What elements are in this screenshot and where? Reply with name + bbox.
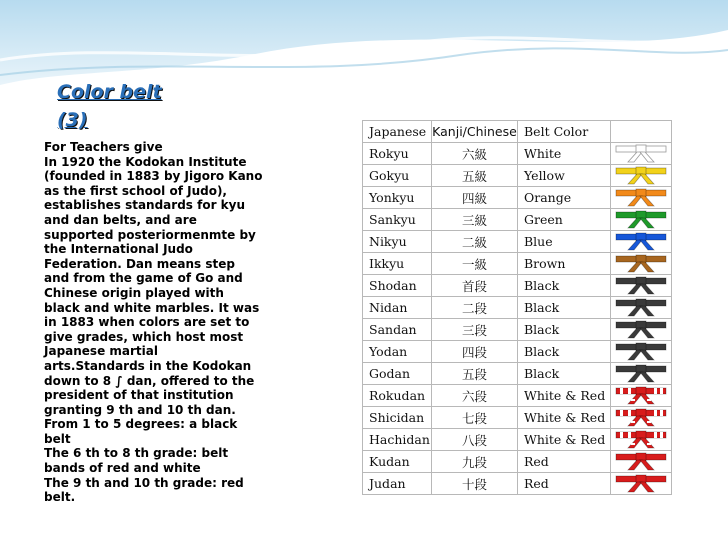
body-line: For Teachers give [44, 140, 163, 154]
belt-icon [614, 364, 668, 383]
table-row [363, 429, 672, 451]
body-line: Federation. Dan means step [44, 256, 235, 271]
cell-belt-image [611, 209, 672, 231]
cell-japanese: Yonkyu [363, 187, 432, 209]
cell-belt-color: Black [518, 341, 611, 363]
table-row [363, 187, 672, 209]
cell-belt-color: Black [518, 363, 611, 385]
body-line: arts.Standards in the Kodokan [44, 358, 252, 373]
body-line: down to 8 ∫ dan, offered to the [44, 373, 255, 388]
cell-belt-image [611, 341, 672, 363]
body-line: black and white marbles. It was [44, 300, 260, 315]
cell-japanese: Yodan [363, 341, 432, 363]
cell-belt-image [611, 275, 672, 297]
cell-belt-color: Black [518, 275, 611, 297]
belt-icon [614, 320, 668, 339]
cell-kanji: 二段 [432, 297, 518, 319]
cell-japanese: Nidan [363, 297, 432, 319]
header-belt-image [611, 121, 672, 143]
cell-belt-image [611, 407, 672, 429]
cell-belt-image [611, 297, 672, 319]
header-kanji: Kanji/Chinese [432, 121, 518, 143]
table-row [363, 165, 672, 187]
title-line-1: Color belt [57, 81, 162, 103]
cell-belt-image [611, 363, 672, 385]
body-line: supported posteriormenmte by [44, 227, 256, 242]
body-line: From 1 to 5 degrees: a black [44, 417, 238, 432]
table-row [363, 319, 672, 341]
cell-belt-image [611, 429, 672, 451]
table-row [363, 363, 672, 385]
cell-belt-color: Red [518, 451, 611, 473]
belt-icon [614, 430, 668, 449]
body-line: give grades, which host most [44, 329, 244, 344]
cell-belt-color: Blue [518, 231, 611, 253]
belt-icon [614, 298, 668, 317]
cell-belt-image [611, 451, 672, 473]
belt-icon [614, 232, 668, 251]
cell-japanese: Hachidan [363, 429, 432, 451]
cell-kanji: 二級 [432, 231, 518, 253]
cell-belt-image [611, 473, 672, 495]
table-header-row [363, 121, 672, 143]
cell-kanji: 五段 [432, 363, 518, 385]
cell-japanese: Rokudan [363, 385, 432, 407]
cell-kanji: 七段 [432, 407, 518, 429]
cell-kanji: 五級 [432, 165, 518, 187]
cell-japanese: Sankyu [363, 209, 432, 231]
table-row [363, 341, 672, 363]
header-japanese: Japanese [363, 121, 432, 143]
belt-color-table [362, 120, 672, 495]
table-row [363, 407, 672, 429]
cell-belt-color: White & Red [518, 407, 611, 429]
body-line: bands of red and white [44, 461, 201, 476]
table-row [363, 451, 672, 473]
belt-icon [614, 166, 668, 185]
cell-belt-color: Black [518, 319, 611, 341]
body-line: in 1883 when colors are set to [44, 315, 250, 330]
cell-japanese: Rokyu [363, 143, 432, 165]
belt-icon [614, 474, 668, 493]
slide-title [57, 78, 197, 134]
body-line: The 9 th and 10 th grade: red [44, 475, 244, 490]
header-belt-color: Belt Color [518, 121, 611, 143]
cell-belt-image [611, 187, 672, 209]
cell-kanji: 四段 [432, 341, 518, 363]
cell-belt-color: Brown [518, 253, 611, 275]
belt-icon [614, 254, 668, 273]
cell-japanese: Ikkyu [363, 253, 432, 275]
body-line: belt. [44, 490, 76, 505]
cell-kanji: 八段 [432, 429, 518, 451]
cell-kanji: 首段 [432, 275, 518, 297]
cell-kanji: 一級 [432, 253, 518, 275]
cell-belt-color: Yellow [518, 165, 611, 187]
cell-kanji: 三段 [432, 319, 518, 341]
cell-belt-image [611, 319, 672, 341]
cell-belt-color: Green [518, 209, 611, 231]
body-line: granting 9 th and 10 th dan. [44, 402, 236, 417]
cell-japanese: Gokyu [363, 165, 432, 187]
cell-japanese: Sandan [363, 319, 432, 341]
table-row [363, 275, 672, 297]
cell-japanese: Kudan [363, 451, 432, 473]
cell-japanese: Nikyu [363, 231, 432, 253]
cell-kanji: 九段 [432, 451, 518, 473]
body-line: belt [44, 431, 71, 446]
cell-belt-color: White [518, 143, 611, 165]
cell-belt-image [611, 253, 672, 275]
table-row [363, 231, 672, 253]
cell-belt-color: White & Red [518, 429, 611, 451]
cell-japanese: Shicidan [363, 407, 432, 429]
cell-belt-image [611, 385, 672, 407]
cell-kanji: 六級 [432, 143, 518, 165]
cell-japanese: Judan [363, 473, 432, 495]
belt-table-image [352, 98, 704, 508]
body-line: establishes standards for kyu [44, 198, 246, 213]
body-line: as the first school of Judo), [44, 183, 227, 198]
table-row [363, 385, 672, 407]
body-line: the International Judo [44, 242, 193, 257]
belt-icon [614, 452, 668, 471]
table-row [363, 473, 672, 495]
belt-icon [614, 386, 668, 405]
body-line: In 1920 the Kodokan Institute [44, 154, 247, 169]
cell-belt-color: White & Red [518, 385, 611, 407]
body-line: president of that institution [44, 388, 234, 403]
slide-body-text [44, 140, 276, 505]
belt-icon [614, 408, 668, 427]
body-line: and dan belts, and are [44, 212, 197, 227]
cell-belt-image [611, 165, 672, 187]
cell-belt-color: Black [518, 297, 611, 319]
table-row [363, 297, 672, 319]
cell-japanese: Godan [363, 363, 432, 385]
title-line-2: (3) [57, 109, 88, 131]
cell-belt-image [611, 143, 672, 165]
cell-belt-color: Orange [518, 187, 611, 209]
body-line: The 6 th to 8 th grade: belt [44, 446, 229, 461]
body-line: and from the game of Go and [44, 271, 243, 286]
belt-icon [614, 276, 668, 295]
belt-icon [614, 188, 668, 207]
belt-icon [614, 210, 668, 229]
body-line: (founded in 1883 by Jigoro Kano [44, 169, 263, 184]
body-line: Japanese martial [44, 344, 158, 359]
belt-icon [614, 144, 668, 163]
cell-kanji: 六段 [432, 385, 518, 407]
body-line: Chinese origin played with [44, 285, 224, 300]
cell-japanese: Shodan [363, 275, 432, 297]
table-row [363, 253, 672, 275]
belt-icon [614, 342, 668, 361]
cell-belt-color: Red [518, 473, 611, 495]
cell-kanji: 四級 [432, 187, 518, 209]
cell-belt-image [611, 231, 672, 253]
table-row [363, 209, 672, 231]
table-row [363, 143, 672, 165]
cell-kanji: 三級 [432, 209, 518, 231]
cell-kanji: 十段 [432, 473, 518, 495]
